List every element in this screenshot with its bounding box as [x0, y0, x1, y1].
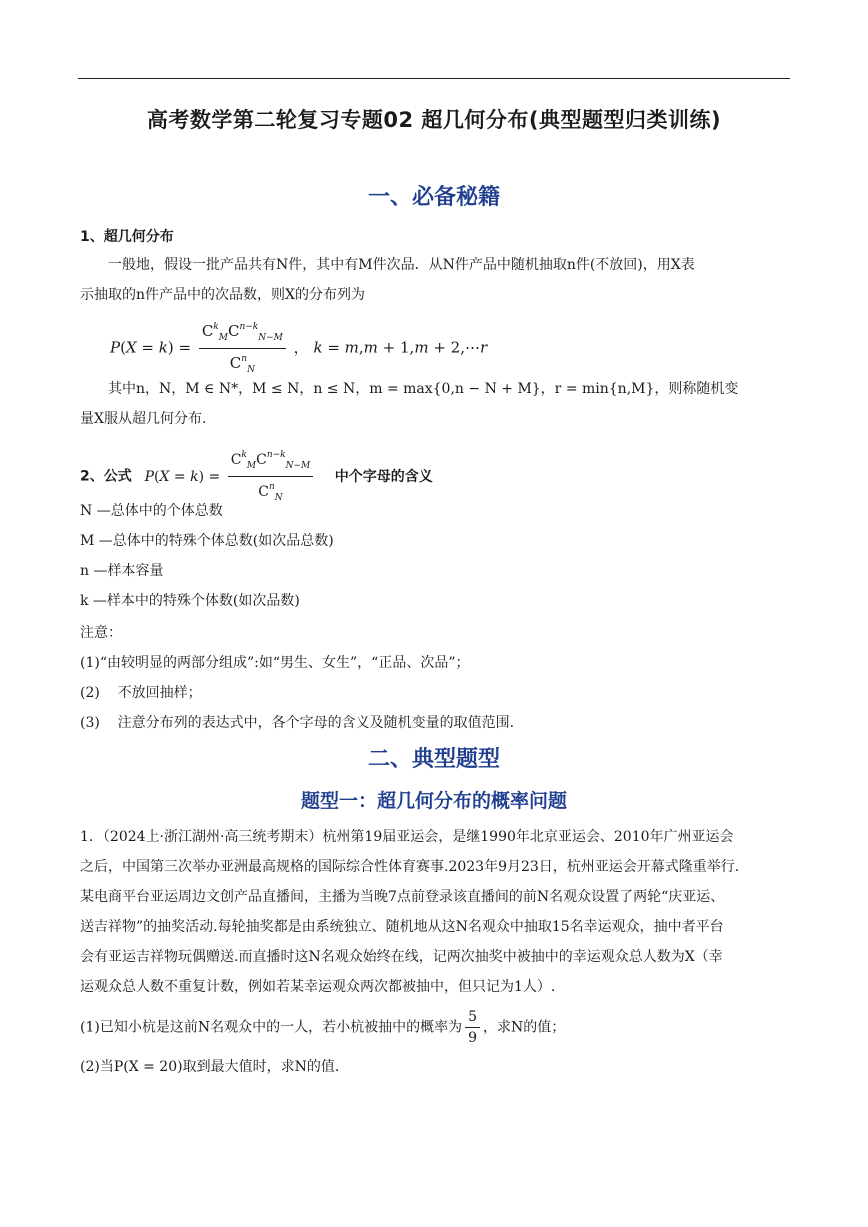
problem-line-3: 某电商平台亚运周边文创产品直播间，主播为当晚7点前登录该直播间的前N名观众设置了两轮“庆亚运、	[80, 889, 725, 905]
problem-line-1: 1．（2024上·浙江湖州·高三统考期末）杭州第19届亚运会，是继1990年北京亚运会、2010年广州亚运会	[80, 829, 734, 845]
section-heading-typical: 二、典型题型	[367, 747, 500, 772]
subheading-type-one: 题型一：超几何分布的概率问题	[300, 790, 567, 812]
note-label: 注意：	[80, 625, 122, 641]
paragraph-conditions-line2: 量X服从超几何分布.	[80, 411, 207, 427]
note-item-1: (1)“由较明显的两部分组成”:如“男生、女生”，“正品、次品”；	[80, 655, 470, 671]
paragraph-conditions-line1: 其中n，N，M ∈ N*，M ≤ N，n ≤ N，m = max{0,n − N + M}，r = min{n,M}，则称随机变	[108, 381, 739, 397]
subheading-hypergeometric: 1、超几何分布	[80, 229, 174, 245]
definition-k: k —样本中的特殊个体数(如次品数)	[80, 593, 300, 609]
question-1-prefix: (1)已知小杭是这前N名观众中的一人，若小杭被抽中的概率为	[80, 1019, 463, 1036]
subheading-formula: 2、公式 P(X = k) = $\frac{C^k_MC^{n-k}_{N-M}}{C^n_N}$ 中个字母的含义	[80, 446, 433, 507]
paragraph-definition-line2: 示抽取的n件产品中的次品数，则X的分布列为	[80, 287, 365, 303]
question-1	[80, 1008, 565, 1047]
note-item-2: (2) 不放回抽样；	[80, 685, 202, 701]
formula-heading-prefix: 2、公式	[80, 468, 132, 485]
formula-fraction-small: $\frac{C^k_MC^{n-k}_{N-M}}{C^n_N}$	[228, 446, 314, 507]
definition-N: N —总体中的个体总数	[80, 503, 223, 519]
note-item-3: (3) 注意分布列的表达式中，各个字母的含义及随机变量的取值范围.	[80, 715, 515, 731]
definition-n: n —样本容量	[80, 563, 164, 579]
problem-line-5: 会有亚运吉祥物玩偶赠送.而直播时这N名观众始终在线，记两次抽奖中被抽中的幸运观众总人数为X（幸	[80, 949, 723, 965]
problem-line-2: 之后，中国第三次举办亚洲最高规格的国际综合性体育赛事.2023年9月23日，杭州亚运会开幕式隆重举行.	[80, 859, 740, 875]
question-2: (2)当P(X = 20)取到最大值时，求N的值.	[80, 1059, 340, 1075]
section-heading-essentials: 一、必备秘籍	[367, 185, 500, 210]
question-1-suffix: ，求N的值；	[483, 1019, 566, 1036]
document-title: 高考数学第二轮复习专题02 超几何分布(典型题型归类训练)	[146, 108, 722, 132]
formula-fraction: $\frac{C^k_MC^{n-k}_{N-M}}{C^n_N}$	[199, 318, 286, 379]
definition-M: M —总体中的特殊个体总数(如次品总数)	[80, 533, 334, 549]
probability-fraction: $\frac{5}{9}$	[465, 1008, 480, 1047]
distribution-formula: P(X = k) = $\frac{C^k_MC^{n-k}_{N-M}}{C^n_N}$ ， k = m,m + 1,m + 2,⋯r	[110, 318, 487, 379]
paragraph-definition-line1: 一般地，假设一批产品共有N件，其中有M件次品．从N件产品中随机抽取n件(不放回)，用X表	[108, 257, 695, 273]
problem-line-4: 送吉祥物”的抽奖活动.每轮抽奖都是由系统独立、随机地从这N名观众中抽取15名幸运观众，抽中者平台	[80, 919, 724, 935]
problem-line-6: 运观众总人数不重复计数，例如若某幸运观众两次都被抽中，但只记为1人）.	[80, 979, 556, 995]
top-rule	[78, 78, 790, 79]
formula-heading-suffix: 中个字母的含义	[334, 468, 433, 485]
